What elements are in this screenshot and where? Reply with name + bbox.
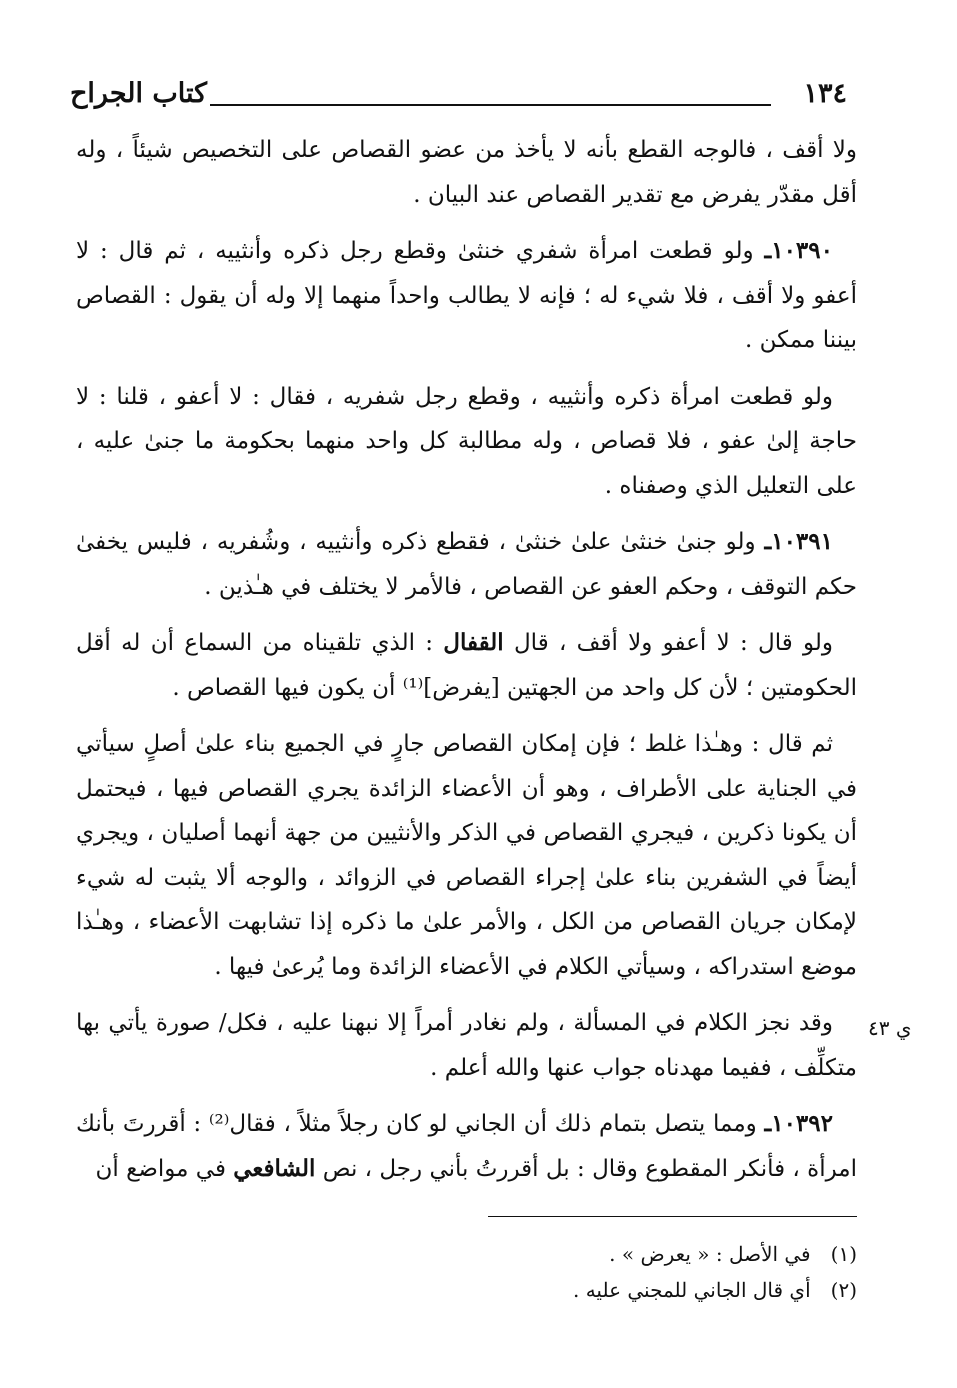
paragraph-10392 [76,1102,857,1191]
scholar-name: الشافعي [233,1154,316,1182]
paragraph-text: ولو قطعت امرأة ذكره وأنثييه ، وقطع رجل شفريه ، فقال : لا أعفو ، قلنا : لا حاجة إلىٰ عفو ، فلا قصاص ، وله مطالبة كل واحد منهما بحكومة ما جنىٰ عليه ، على التعليل الذي وصفناه . [76,383,857,499]
paragraph-10391 [76,520,857,609]
paragraph [76,128,857,217]
footnotes [76,1236,857,1308]
paragraph-text: : الذي تلقيناه من السماع أن له أقل الحكومتين ؛ لأن كل واحد من الجهتين [يفرض]⁽¹⁾ أن يكون فيها القصاص . [76,630,857,701]
page-number: ١٣٤ [803,78,847,109]
scholar-name: القفال [443,629,504,656]
margin-note: ي ٤٣ [868,1016,912,1040]
footnote [76,1236,857,1272]
paragraph-text: ولو جنىٰ خنثىٰ علىٰ خنثىٰ ، فقطع ذكره وأنثييه ، وشُفريه ، فليس يخفىٰ حكم التوقف ، وحكم العفو عن القصاص ، فالأمر لا يختلف في هـٰذين . [76,529,857,600]
paragraph-text: ولو قطعت امرأة شفري خنثىٰ وقطع رجل ذكره وأنثييه ، ثم قال : لا أعفو ولا أقف ، فلا شيء له ؛ فإنه لا يطالب واحداً منهما إلا وله أن يقول : القصاص بيننا ممكن . [76,238,857,353]
footnote-rule [488,1216,857,1217]
paragraph-text: ولا أقف ، فالوجه القطع بأنه لا يأخذ من عضو القصاص على التخصيص شيئاً ، وله أقل مقدّر يفرض مع تقدير القصاص عند البيان . [76,137,857,208]
footnote-text: أي قال الجاني للمجني عليه . [572,1278,811,1302]
footnote-text: في الأصل : « يعرض » . [609,1242,811,1266]
footnote [76,1272,857,1308]
page-body [76,128,857,1203]
header-rule [210,104,771,106]
paragraph-number: ١٠٣٩٠ـ [764,237,833,264]
paragraph-text: ثم قال : وهـٰذا غلط ؛ فإن إمكان القصاص جارٍ في الجميع بناء علىٰ أصلٍ سيأتي في الجناية على الأطراف ، وهو أن الأعضاء الزائدة يجري القصاص فيها ، فيحتمل أن يكونا ذكرين ، فيجري القصاص في الذكر والأنثيين من جهة أنهما أصليان ، ويجري أيضاً في الشفرين بناء علىٰ إجراء القصاص في الزوائد ، والوجه ألا يثبت له شيء لإمكان جريان القصاص من الكل ، والأمر علىٰ ما ذكره إذا تشابهت الأعضاء ، وهـٰذا موضع استدراكه ، وسيأتي الكلام في الأعضاء الزائدة وما يُرعىٰ فيها . [76,731,857,980]
paragraph-text: ومما يتصل بتمام ذلك أن الجاني لو كان رجلاً مثلاً ، فقال⁽²⁾ : أقررتَ بأنك امرأة ، فأنكر المقطوع وقال : بل أقررتُ بأني رجل ، نص [76,1111,857,1182]
paragraph-text: ولو قال : لا أعفو ولا أقف ، قال [503,630,834,656]
footnote-number: (١) [830,1242,857,1266]
paragraph-text: في مواضع أن [95,1155,234,1182]
paragraph-number: ١٠٣٩١ـ [764,528,833,555]
paragraph-text: وقد نجز الكلام في المسألة ، ولم نغادر أمراً إلا نبهنا عليه ، فكل/ صورة يأتي بها متكلِّف ، ففيما مهدناه جواب عنها والله أعلم . [76,1010,857,1081]
paragraph [76,722,857,989]
paragraph [76,1001,857,1090]
paragraph-number: ١٠٣٩٢ـ [764,1110,833,1137]
paragraph-qaffal [76,621,857,710]
paragraph-10390 [76,229,857,363]
page-header [70,72,847,120]
footnote-number: (٢) [830,1278,857,1302]
book-title: كتاب الجراح [70,78,208,109]
paragraph [76,375,857,509]
